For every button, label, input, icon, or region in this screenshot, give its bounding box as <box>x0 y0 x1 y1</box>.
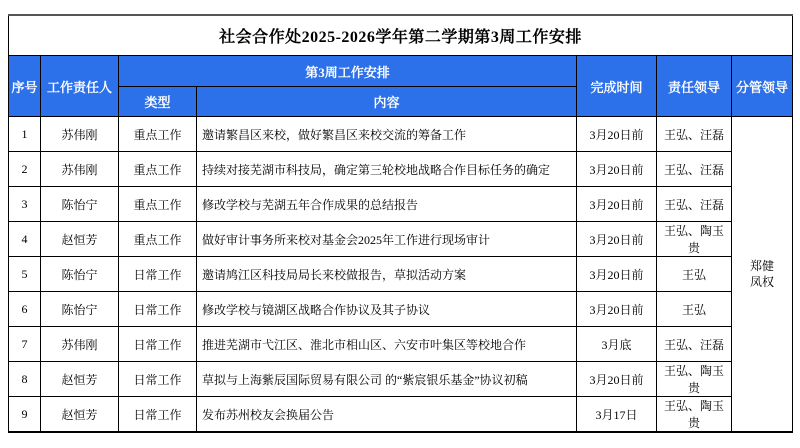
worksheet <box>8 14 793 433</box>
leader-cell: 王弘、汪磊 <box>657 187 732 222</box>
content-cell: 持续对接芜湖市科技局，确定第三轮校地战略合作目标任务的确定 <box>197 152 577 187</box>
person-cell: 苏伟刚 <box>41 327 119 362</box>
content-cell: 修改学校与芜湖五年合作成果的总结报告 <box>197 187 577 222</box>
deadline-cell: 3月底 <box>577 327 657 362</box>
seq-cell: 4 <box>9 222 41 257</box>
table-row <box>9 397 793 433</box>
table-row <box>9 152 793 187</box>
content-cell: 邀请繁昌区来校，做好繁昌区来校交流的筹备工作 <box>197 117 577 152</box>
deadline-cell: 3月20日前 <box>577 362 657 397</box>
seq-cell: 7 <box>9 327 41 362</box>
type-cell: 重点工作 <box>119 152 197 187</box>
person-cell: 赵恒芳 <box>41 362 119 397</box>
seq-cell: 2 <box>9 152 41 187</box>
header-row-top <box>9 56 793 87</box>
table-row <box>9 292 793 327</box>
person-cell: 苏伟刚 <box>41 152 119 187</box>
title-row <box>9 15 793 56</box>
deadline-cell: 3月20日前 <box>577 152 657 187</box>
col-header-supervisor: 分管领导 <box>732 56 793 117</box>
type-cell: 日常工作 <box>119 327 197 362</box>
deadline-cell: 3月20日前 <box>577 117 657 152</box>
col-header-seq: 序号 <box>9 56 41 117</box>
table-row <box>9 257 793 292</box>
leader-cell: 王弘、陶玉贵 <box>657 362 732 397</box>
seq-cell: 9 <box>9 397 41 433</box>
person-cell: 赵恒芳 <box>41 222 119 257</box>
type-cell: 重点工作 <box>119 222 197 257</box>
col-header-person: 工作责任人 <box>41 56 119 117</box>
deadline-cell: 3月17日 <box>577 397 657 433</box>
content-cell: 邀请鸠江区科技局局长来校做报告，草拟活动方案 <box>197 257 577 292</box>
content-cell: 修改学校与镜湖区战略合作协议及其子协议 <box>197 292 577 327</box>
work-schedule-table <box>8 14 793 433</box>
type-cell: 日常工作 <box>119 397 197 433</box>
col-header-week-group: 第3周工作安排 <box>119 56 577 87</box>
table-row <box>9 362 793 397</box>
deadline-cell: 3月20日前 <box>577 292 657 327</box>
col-header-leader: 责任领导 <box>657 56 732 117</box>
type-cell: 重点工作 <box>119 187 197 222</box>
supervisor-cell: 郑健 凤权 <box>732 117 793 433</box>
leader-cell: 王弘、汪磊 <box>657 327 732 362</box>
seq-cell: 8 <box>9 362 41 397</box>
person-cell: 赵恒芳 <box>41 397 119 433</box>
seq-cell: 6 <box>9 292 41 327</box>
seq-cell: 1 <box>9 117 41 152</box>
person-cell: 陈怡宁 <box>41 257 119 292</box>
table-row <box>9 117 793 152</box>
deadline-cell: 3月20日前 <box>577 257 657 292</box>
leader-cell: 王弘、陶玉贵 <box>657 222 732 257</box>
deadline-cell: 3月20日前 <box>577 187 657 222</box>
table-header <box>9 15 793 117</box>
seq-cell: 5 <box>9 257 41 292</box>
deadline-cell: 3月20日前 <box>577 222 657 257</box>
page-title: 社会合作处2025-2026学年第二学期第3周工作安排 <box>9 15 793 56</box>
person-cell: 陈怡宁 <box>41 187 119 222</box>
table-row <box>9 187 793 222</box>
table-row <box>9 327 793 362</box>
leader-cell: 王弘 <box>657 257 732 292</box>
content-cell: 推进芜湖市弋江区、淮北市相山区、六安市叶集区等校地合作 <box>197 327 577 362</box>
leader-cell: 王弘 <box>657 292 732 327</box>
person-cell: 陈怡宁 <box>41 292 119 327</box>
col-header-type: 类型 <box>119 87 197 117</box>
content-cell: 发布苏州校友会换届公告 <box>197 397 577 433</box>
leader-cell: 王弘、汪磊 <box>657 117 732 152</box>
content-cell: 做好审计事务所来校对基金会2025年工作进行现场审计 <box>197 222 577 257</box>
work-table-body <box>9 117 793 433</box>
seq-cell: 3 <box>9 187 41 222</box>
type-cell: 重点工作 <box>119 117 197 152</box>
person-cell: 苏伟刚 <box>41 117 119 152</box>
col-header-deadline: 完成时间 <box>577 56 657 117</box>
table-row <box>9 222 793 257</box>
type-cell: 日常工作 <box>119 362 197 397</box>
leader-cell: 王弘、陶玉贵 <box>657 397 732 433</box>
leader-cell: 王弘、汪磊 <box>657 152 732 187</box>
type-cell: 日常工作 <box>119 292 197 327</box>
content-cell: 草拟与上海紫辰国际贸易有限公司 的“紫宸银乐基金”协议初稿 <box>197 362 577 397</box>
type-cell: 日常工作 <box>119 257 197 292</box>
col-header-content: 内容 <box>197 87 577 117</box>
